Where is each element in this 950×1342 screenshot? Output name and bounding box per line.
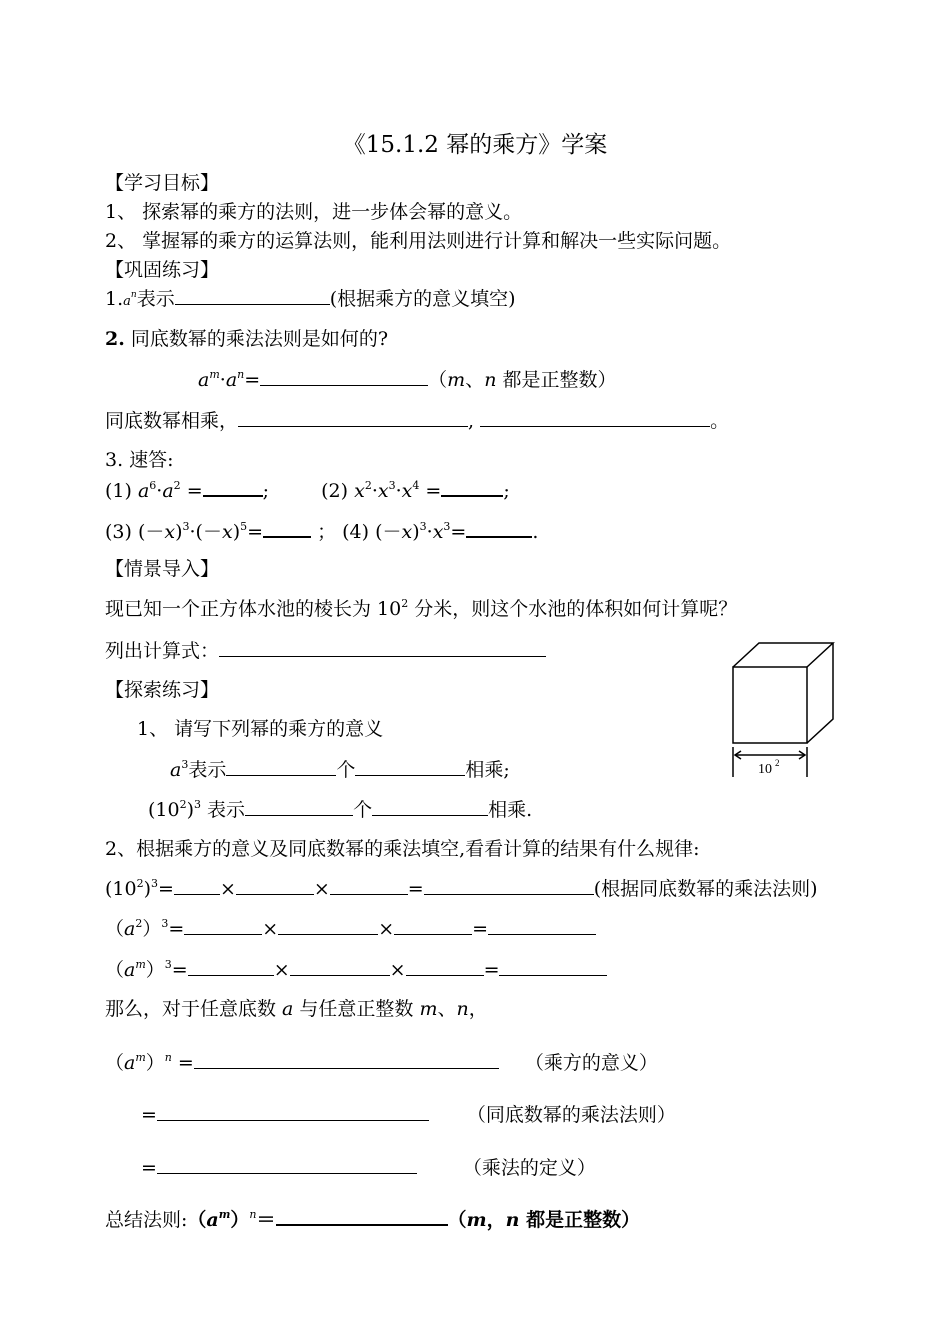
answer-blank[interactable] (157, 1155, 417, 1174)
question-2: 2. 同底数幂的乘法法则是如何的? (105, 328, 389, 350)
answer-blank[interactable] (276, 1206, 448, 1226)
question-3-header: 3. 速答: (105, 449, 174, 471)
derivation-step-2: = （同底数幂的乘法法则） (141, 1104, 676, 1126)
answer-blank[interactable] (203, 477, 263, 497)
explore-item-1a: $a^3$表示 个 相乘; (170, 758, 510, 781)
answer-blank[interactable] (157, 1102, 429, 1121)
explore-header: 【探索练习】 (105, 679, 220, 701)
derivation-step-3: = （乘法的定义） (141, 1157, 596, 1179)
scene-header: 【情景导入】 (105, 558, 220, 580)
quick-answer-row-1: (1) $a^6\cdot a^2$ = ; (2) $x^2\cdot x^3\cdot x^4$ = ; (105, 479, 510, 502)
question-1: $1.a^n$表示 (根据乘方的意义填空) (105, 288, 516, 310)
answer-blank[interactable] (260, 367, 428, 386)
explore-item-1b: $(10^2)^3$ 表示 个 相乘. (148, 798, 533, 821)
goal-2: 2、 掌握幂的乘方的运算法则，能利用法则进行计算和解决一些实际问题。 (105, 230, 732, 252)
answer-blank[interactable] (236, 876, 314, 895)
answer-blank[interactable] (355, 757, 465, 776)
expand-row-1: $(10^2)^3=$ × × = (根据同底数幂的乘法法则) (105, 877, 818, 900)
page-title: 《15.1.2 幂的乘方》学案 (342, 132, 608, 158)
answer-blank[interactable] (499, 957, 607, 976)
cube-top-face (733, 643, 833, 667)
generalization-intro: 那么，对于任意底数 a 与任意正整数 m、n， (105, 998, 488, 1020)
answer-blank[interactable] (290, 957, 390, 976)
answer-blank[interactable] (394, 916, 472, 935)
summary-rule: 总结法则$:(a^m)^n= (m$，n 都是正整数） (105, 1208, 641, 1231)
answer-blank[interactable] (188, 957, 274, 976)
answer-blank[interactable] (226, 757, 336, 776)
goals-header: 【学习目标】 (105, 172, 220, 194)
answer-blank[interactable] (219, 638, 546, 657)
explore-item-2: 2、根据乘方的意义及同底数幂的乘法填空,看看计算的结果有什么规律: (105, 838, 700, 860)
answer-blank[interactable] (263, 518, 311, 538)
explore-item-1: 1、 请写下列幂的乘方的意义 (137, 718, 384, 740)
consolidate-header: 【巩固练习】 (105, 259, 220, 281)
answer-blank[interactable] (174, 876, 220, 895)
answer-blank[interactable] (372, 797, 488, 816)
quick-answer-row-2: (3) $(-x)^3\cdot(-x)^5=$ ； (4) $(-x)^3\cdot x^3=$ . (105, 520, 539, 543)
answer-blank[interactable] (441, 477, 503, 497)
answer-blank[interactable] (238, 408, 468, 427)
answer-blank[interactable] (480, 408, 710, 427)
cube-edge-label: 10 (758, 762, 772, 777)
answer-blank[interactable] (488, 916, 596, 935)
expand-row-3: $(a^m)^3=$ × × = (105, 957, 607, 982)
product-rule-words: 同底数幂相乘， , 。 (105, 410, 730, 432)
answer-blank[interactable] (184, 916, 262, 935)
derivation-step-1: $(a^m)^n$ = （乘方的意义） (105, 1051, 658, 1074)
scene-question: 现已知一个正方体水池的棱长为 $10^2$ 分米，则这个水池的体积如何计算呢？ (105, 597, 738, 620)
cube-front-face (733, 667, 807, 743)
cube-edge-exponent: 2 (775, 758, 780, 768)
expression-prompt: 列出计算式： (105, 638, 546, 663)
product-rule-formula: $a^m\cdot a^n= (m$、n 都是正整数） (198, 368, 617, 391)
answer-blank[interactable] (194, 1050, 499, 1069)
answer-blank[interactable] (245, 797, 353, 816)
answer-blank[interactable] (278, 916, 378, 935)
answer-blank[interactable] (175, 286, 330, 305)
cube-diagram (725, 635, 845, 785)
answer-blank[interactable] (406, 957, 484, 976)
answer-blank[interactable] (466, 518, 532, 538)
answer-blank[interactable] (330, 876, 408, 895)
expand-row-2: $(a^2)^3=$ × × = (105, 916, 596, 941)
answer-blank[interactable] (424, 876, 594, 895)
cube-side-face (807, 643, 833, 743)
goal-1: 1、 探索幂的乘方的法则，进一步体会幂的意义。 (105, 201, 523, 223)
